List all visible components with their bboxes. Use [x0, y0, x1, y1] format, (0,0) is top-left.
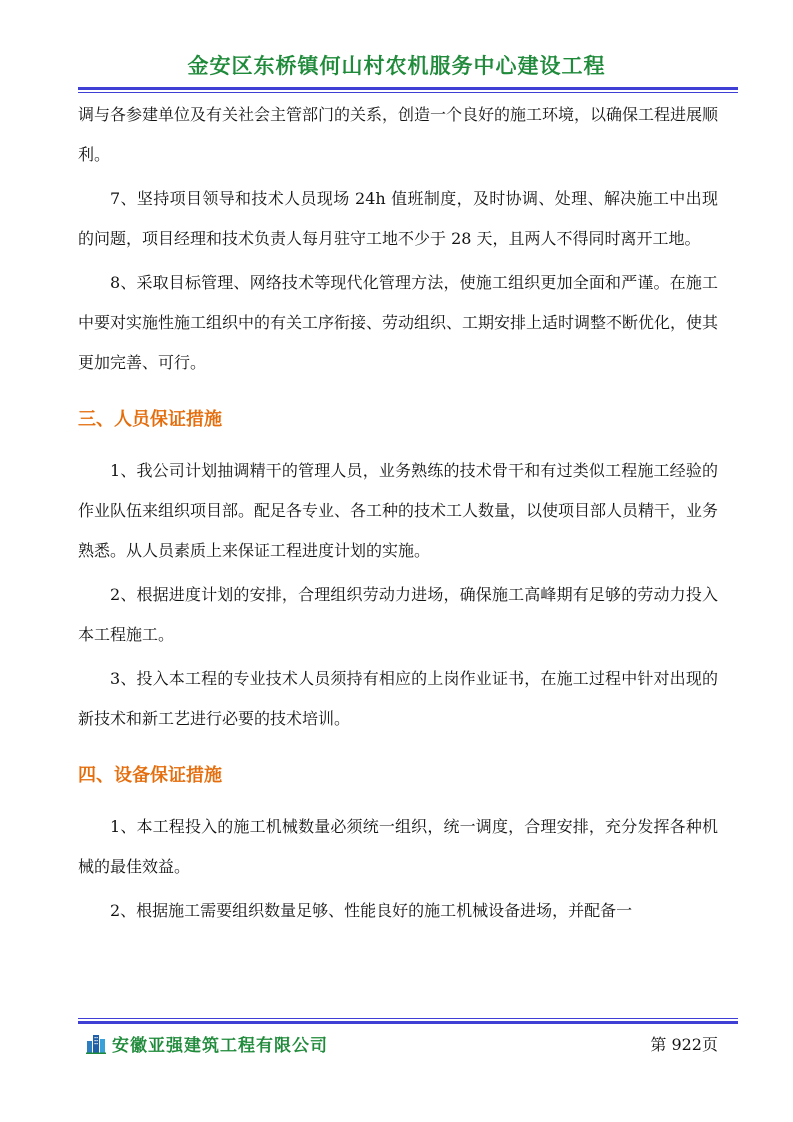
paragraph-item-7: 7、坚持项目领导和技术人员现场 24h 值班制度，及时协调、处理、解决施工中出现的问题，项目经理和技术负责人每月驻守工地不少于 28 天，且两人不得同时离开工地。	[78, 189, 718, 248]
paragraph-equipment-1: 1、本工程投入的施工机械数量必须统一组织，统一调度，合理安排，充分发挥各种机械的最佳效益。	[78, 817, 718, 876]
paragraph-personnel-1: 1、我公司计划抽调精干的管理人员，业务熟练的技术骨干和有过类似工程施工经验的作业队伍来组织项目部。配足各专业、各工种的技术工人数量，以使项目部人员精干，业务熟悉。从人员素质上来保证工程进度计划的实施。	[78, 461, 719, 560]
building-logo-icon	[86, 1032, 106, 1054]
page-content	[78, 95, 718, 931]
paragraph-equipment-2: 2、根据施工需要组织数量足够、性能良好的施工机械设备进场，并配备一	[110, 901, 633, 920]
paragraph-continuation: 调与各参建单位及有关社会主管部门的关系，创造一个良好的施工环境，以确保工程进展顺利。	[78, 105, 719, 164]
paragraph-personnel-2: 2、根据进度计划的安排，合理组织劳动力进场，确保施工高峰期有足够的劳动力投入本工程施工。	[78, 585, 718, 644]
paragraph-item-8: 8、采取目标管理、网络技术等现代化管理方法，使施工组织更加全面和严谨。在施工中要对实施性施工组织中的有关工序衔接、劳动组织、工期安排上适时调整不断优化，使其更加完善、可行。	[78, 273, 719, 372]
footer-rule-thick	[78, 1021, 738, 1024]
section-heading-personnel: 三、人员保证措施	[78, 409, 222, 430]
header-rule-thick	[78, 87, 738, 90]
paragraph-personnel-3: 3、投入本工程的专业技术人员须持有相应的上岗作业证书，在施工过程中针对出现的新技术和新工艺进行必要的技术培训。	[78, 669, 718, 728]
header-title: 金安区东桥镇何山村农机服务中心建设工程	[187, 54, 606, 78]
footer-rule-thin	[78, 1018, 738, 1019]
section-heading-equipment: 四、设备保证措施	[78, 765, 222, 786]
header-rule-thin	[78, 92, 738, 93]
page-number: 第 922页	[650, 1035, 718, 1054]
footer-company-name: 安徽亚强建筑工程有限公司	[112, 1036, 328, 1056]
page-footer	[78, 1028, 718, 1060]
